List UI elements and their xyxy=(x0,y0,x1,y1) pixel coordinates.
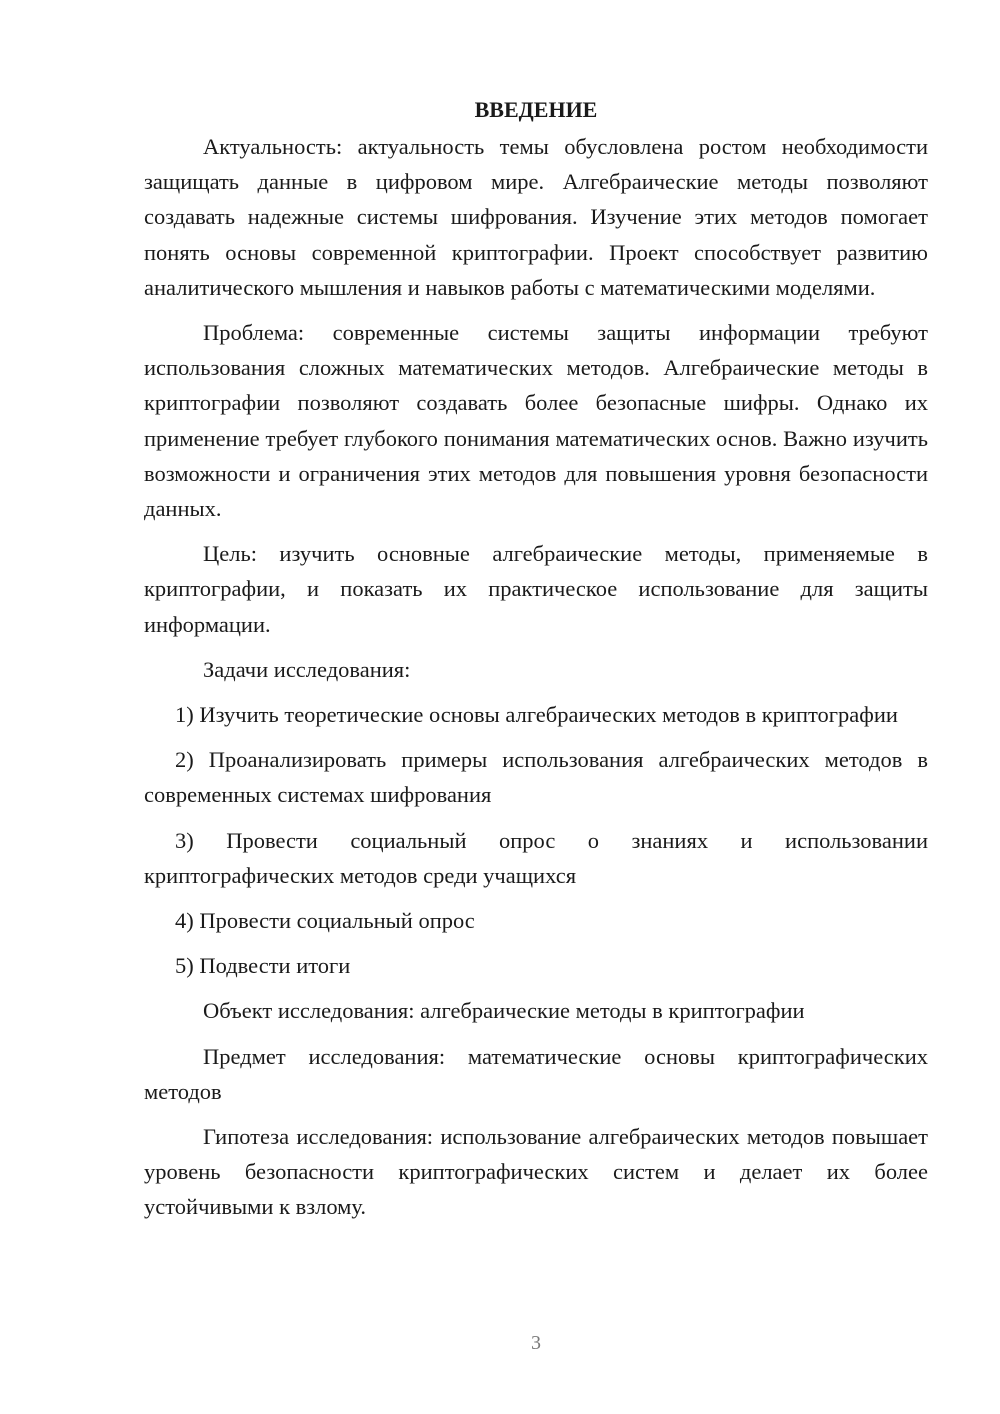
goal-paragraph: Цель: изучить основные алгебраические методы, применяемые в криптографии, и показать их практическое использование для защиты информации. xyxy=(144,541,928,637)
tasks-title: Задачи исследования: xyxy=(203,656,411,682)
task-item-2: 2) Проанализировать примеры использования алгебраических методов в современных системах шифрования xyxy=(144,747,928,808)
research-object: Объект исследования: алгебраические методы в криптографии xyxy=(203,998,805,1024)
relevance-paragraph: Актуальность: актуальность темы обусловлена ростом необходимости защищать данные в цифровом мире. Алгебраические методы позволяют создавать надежные системы шифрования. Изучение этих методов помогает понять основы современной криптографии. Проект способствует развитию аналитического мышления и навыков работы с математическими моделями. xyxy=(144,134,928,300)
section-heading: ВВЕДЕНИЕ xyxy=(474,97,598,122)
task-item-3: 3) Провести социальный опрос о знаниях и использовании криптографических методов среди учащихся xyxy=(144,827,928,888)
task-item-1: 1) Изучить теоретические основы алгебраических методов в криптографии xyxy=(175,702,898,728)
task-item-5: 5) Подвести итоги xyxy=(175,953,351,979)
task-item-4: 4) Провести социальный опрос xyxy=(175,908,475,934)
research-hypothesis: Гипотеза исследования: использование алгебраических методов повышает уровень безопасности криптографических систем и делает их более устойчивыми к взлому. xyxy=(144,1124,928,1220)
research-subject: Предмет исследования: математические основы криптографических методов xyxy=(144,1043,928,1104)
document-page xyxy=(144,92,928,1235)
problem-paragraph: Проблема: современные системы защиты информации требуют использования сложных математических методов. Алгебраические методы в криптографии позволяют создавать более безопасные шифры. Однако их применение требует глубокого понимания математических основ. Важно изучить возможности и ограничения этих методов для повышения уровня безопасности данных. xyxy=(144,320,928,522)
page-number: 3 xyxy=(531,1332,541,1354)
